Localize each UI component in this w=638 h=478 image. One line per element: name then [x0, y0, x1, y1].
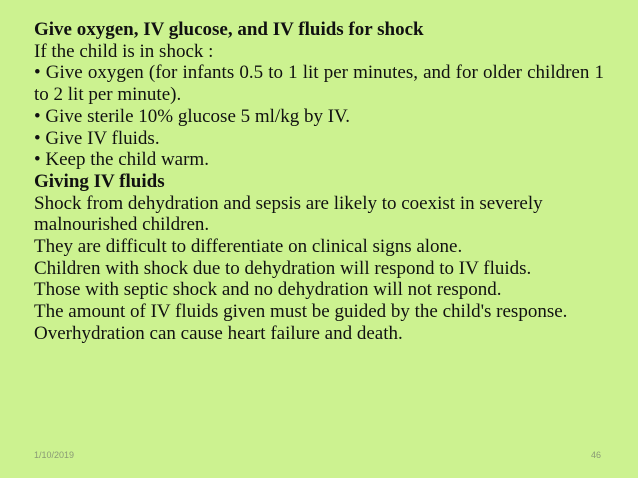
paragraph-differentiate: They are difficult to differentiate on clinical signs alone.: [34, 236, 463, 258]
paragraph-coexist: Shock from dehydration and sepsis are likely to coexist in severely malnourished children.: [34, 192, 543, 236]
paragraph-dehydration-response: Children with shock due to dehydration will respond to IV fluids.: [34, 257, 532, 279]
bullet-item-iv-fluids: • Give IV fluids.: [34, 127, 160, 149]
paragraph-overhydration: Overhydration can cause heart failure and death.: [34, 322, 403, 344]
bullet-item-glucose: • Give sterile 10% glucose 5 ml/kg by IV.: [34, 105, 351, 127]
shock-intro-text: If the child is in shock :: [34, 40, 214, 62]
section-heading-shock: Give oxygen, IV glucose, and IV fluids for shock: [34, 19, 424, 40]
footer-page-number: 46: [590, 450, 601, 460]
section-heading-iv-fluids: Giving IV fluids: [34, 170, 165, 192]
slide-content: [34, 19, 604, 345]
paragraph-septic-shock: Those with septic shock and no dehydration will not respond.: [34, 279, 502, 301]
bullet-item-warm: • Keep the child warm.: [34, 149, 209, 171]
footer-date: 1/10/2019: [34, 450, 75, 460]
bullet-item-oxygen: • Give oxygen (for infants 0.5 to 1 lit per minutes, and for older children 1 to 2 lit per minute).: [34, 62, 604, 106]
paragraph-amount-guided: The amount of IV fluids given must be guided by the child's response.: [34, 301, 568, 323]
